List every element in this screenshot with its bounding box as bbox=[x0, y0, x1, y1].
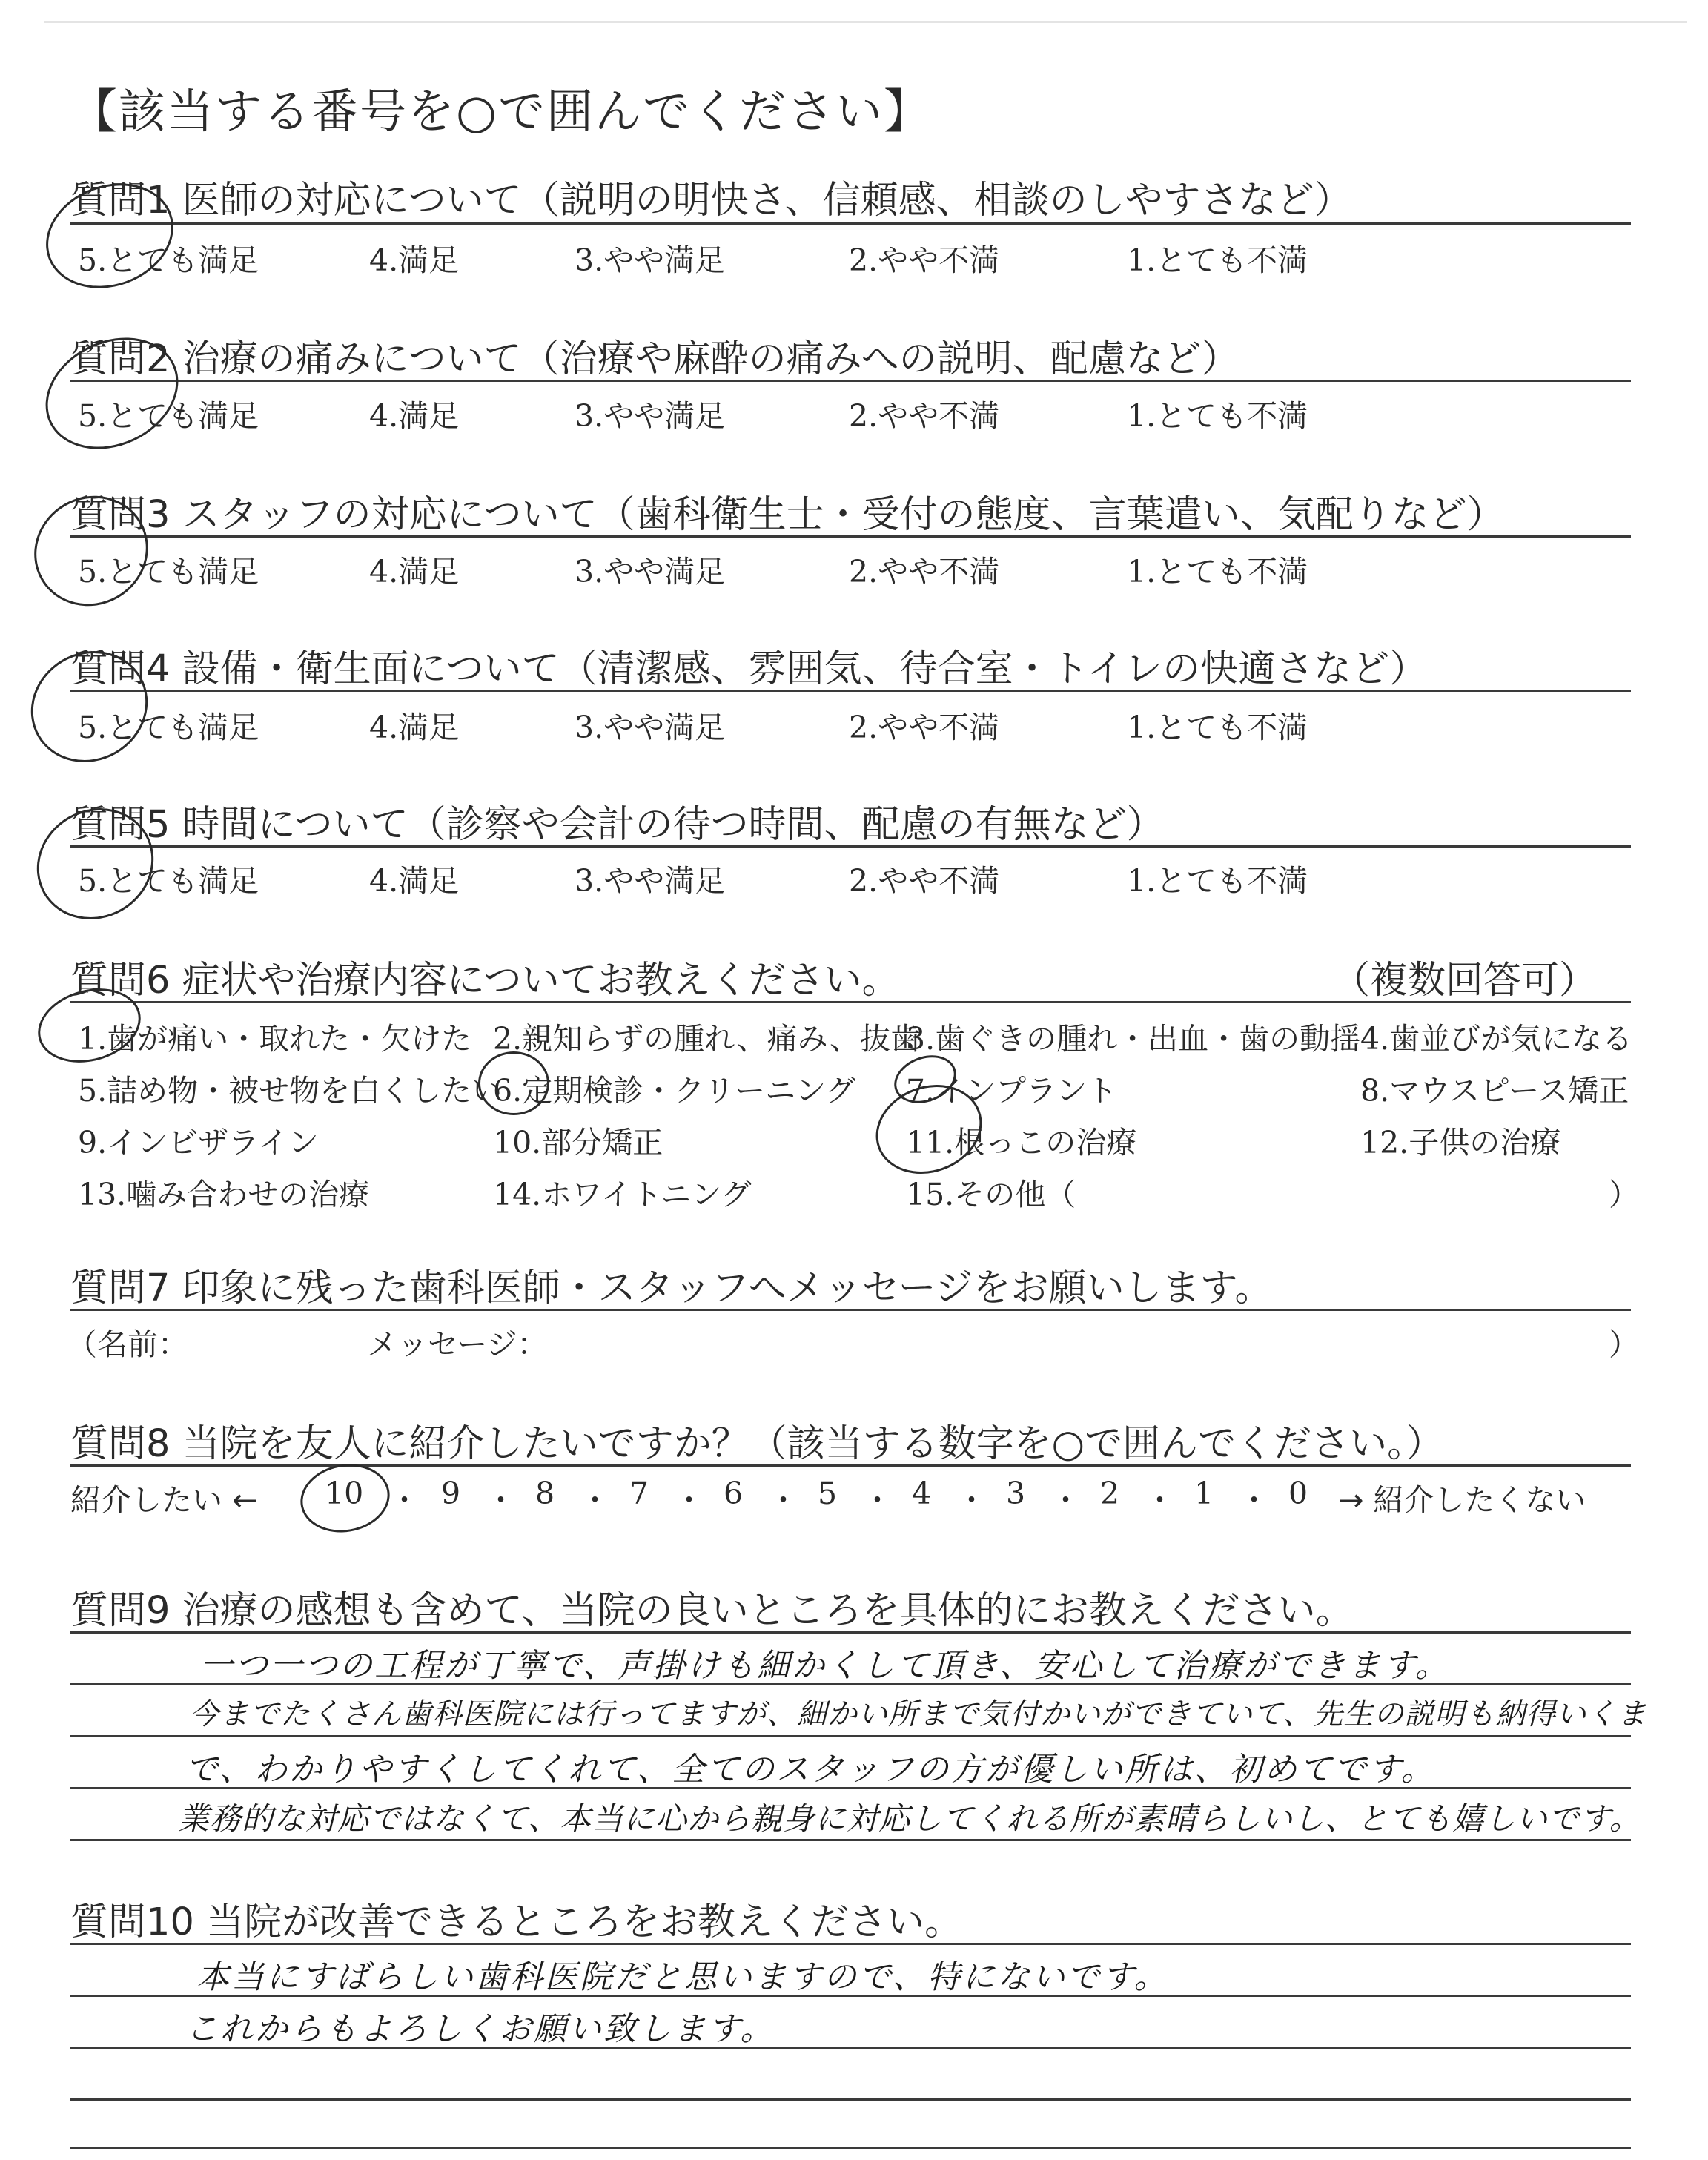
q1-heading: 質問1 医師の対応について（説明の明快さ、信頼感、相談のしやすさなど） bbox=[70, 179, 1352, 222]
q8-value-6[interactable]: 6 bbox=[724, 1476, 744, 1511]
q8-right-label: → 紹介したくない bbox=[1338, 1482, 1586, 1518]
q8-value-8[interactable]: 8 bbox=[535, 1476, 555, 1511]
q8-dot-2: ・ bbox=[486, 1482, 516, 1518]
q10-rule-4 bbox=[70, 2098, 1631, 2101]
q3-option-1[interactable]: 1.とても不満 bbox=[1127, 554, 1308, 589]
q2-option-3[interactable]: 3.やや満足 bbox=[575, 398, 726, 434]
q8-value-2[interactable]: 2 bbox=[1100, 1476, 1120, 1511]
q9-rule-1 bbox=[70, 1631, 1631, 1634]
q9-heading: 質問9 治療の感想も含めて、当院の良いところを具体的にお教えください。 bbox=[70, 1589, 1354, 1633]
q3-rule bbox=[70, 535, 1631, 538]
q8-dot-7: ・ bbox=[956, 1482, 987, 1518]
q6-heading: 質問6 症状や治療内容についてお教えください。 bbox=[70, 959, 900, 1003]
q4-option-3[interactable]: 3.やや満足 bbox=[575, 710, 726, 745]
q8-value-7[interactable]: 7 bbox=[629, 1476, 649, 1511]
q6-option-4[interactable]: 4.歯並びが気になる bbox=[1360, 1021, 1633, 1057]
q8-value-5[interactable]: 5 bbox=[818, 1476, 838, 1511]
q9-answer-line-2: 今までたくさん歯科医院には行ってますが、細かい所まで気付かいができていて、先生の説明も納得いくま bbox=[189, 1697, 1648, 1731]
q10-answer-line-1: 本当にすばらしい歯科医院だと思いますので、特にないです。 bbox=[196, 1958, 1169, 1996]
q8-value-3[interactable]: 3 bbox=[1006, 1476, 1026, 1511]
q8-dot-4: ・ bbox=[674, 1482, 704, 1518]
q8-value-9[interactable]: 9 bbox=[441, 1476, 461, 1511]
q1-option-2[interactable]: 2.やや不満 bbox=[849, 242, 1000, 278]
q1-option-5[interactable]: 5.とても満足 bbox=[78, 242, 259, 278]
q5-option-5[interactable]: 5.とても満足 bbox=[78, 863, 259, 899]
q6-option-5[interactable]: 5.詰め物・被せ物を白くしたい bbox=[78, 1073, 503, 1109]
q2-option-2[interactable]: 2.やや不満 bbox=[849, 398, 1000, 434]
form-title: 【該当する番号を○で囲んでください】 bbox=[70, 85, 932, 139]
q2-option-4[interactable]: 4.満足 bbox=[369, 398, 460, 434]
q8-dot-5: ・ bbox=[768, 1482, 798, 1518]
q6-multiple-note: （複数回答可） bbox=[1331, 959, 1597, 1003]
q5-option-3[interactable]: 3.やや満足 bbox=[575, 863, 726, 899]
q6-option-12[interactable]: 12.子供の治療 bbox=[1360, 1125, 1561, 1160]
q7-close-paren: ） bbox=[1609, 1327, 1639, 1362]
q6-option-3[interactable]: 3.歯ぐきの腫れ・出血・歯の動揺 bbox=[906, 1021, 1361, 1057]
q8-dot-3: ・ bbox=[580, 1482, 610, 1518]
q6-option-6[interactable]: 6.定期検診・クリーニング bbox=[493, 1073, 856, 1109]
q6-option-8[interactable]: 8.マウスピース矯正 bbox=[1360, 1073, 1629, 1109]
q8-dot-10: ・ bbox=[1239, 1482, 1269, 1518]
q6-option-9[interactable]: 9.インビザライン bbox=[78, 1125, 319, 1160]
q5-heading: 質問5 時間について（診察や会計の待つ時間、配慮の有無など） bbox=[70, 803, 1165, 847]
q3-heading: 質問3 スタッフの対応について（歯科衛生士・受付の態度、言葉遣い、気配りなど） bbox=[70, 493, 1505, 537]
q8-dot-1: ・ bbox=[389, 1482, 420, 1518]
q5-option-1[interactable]: 1.とても不満 bbox=[1127, 863, 1308, 899]
q6-circle-6 bbox=[478, 1051, 549, 1115]
q8-value-0[interactable]: 0 bbox=[1288, 1476, 1308, 1511]
q9-rule-3 bbox=[70, 1735, 1631, 1737]
q8-value-10[interactable]: 10 bbox=[325, 1476, 364, 1511]
q8-dot-8: ・ bbox=[1050, 1482, 1081, 1518]
q8-selection-circle bbox=[295, 1457, 395, 1539]
top-border bbox=[44, 21, 1687, 23]
q6-option-7[interactable]: 7.インプラント bbox=[906, 1073, 1118, 1109]
q1-rule bbox=[70, 222, 1631, 225]
q10-answer-line-2: これからもよろしくお願い致します。 bbox=[185, 2010, 775, 2048]
q9-answer-line-3: で、わかりやすくしてくれて、全てのスタッフの方が優しい所は、初めてです。 bbox=[185, 1751, 1436, 1789]
q4-option-1[interactable]: 1.とても不満 bbox=[1127, 710, 1308, 745]
q6-option-1[interactable]: 1.歯が痛い・取れた・欠けた bbox=[78, 1021, 472, 1057]
q6-option-10[interactable]: 10.部分矯正 bbox=[493, 1125, 663, 1160]
q3-option-2[interactable]: 2.やや不満 bbox=[849, 554, 1000, 589]
q7-name-label: （名前： bbox=[67, 1327, 188, 1362]
q4-rule bbox=[70, 690, 1631, 692]
q1-option-3[interactable]: 3.やや満足 bbox=[575, 242, 726, 278]
q8-heading: 質問8 当院を友人に紹介したいですか？（該当する数字を○で囲んでください。） bbox=[70, 1422, 1444, 1466]
q8-left-label: 紹介したい ← bbox=[70, 1482, 258, 1518]
q4-option-5[interactable]: 5.とても満足 bbox=[78, 710, 259, 745]
q6-option-2[interactable]: 2.親知らずの腫れ、痛み、抜歯 bbox=[493, 1021, 921, 1057]
q8-value-1[interactable]: 1 bbox=[1194, 1476, 1214, 1511]
q7-rule bbox=[70, 1309, 1631, 1311]
q9-answer-line-4: 業務的な対応ではなくて、本当に心から親身に対応してくれる所が素晴らしいし、とても嬉しいです。 bbox=[178, 1800, 1641, 1837]
q4-option-2[interactable]: 2.やや不満 bbox=[849, 710, 1000, 745]
q1-option-4[interactable]: 4.満足 bbox=[369, 242, 460, 278]
q4-option-4[interactable]: 4.満足 bbox=[369, 710, 460, 745]
q2-heading: 質問2 治療の痛みについて（治療や麻酔の痛みへの説明、配慮など） bbox=[70, 337, 1239, 381]
q8-dot-9: ・ bbox=[1145, 1482, 1175, 1518]
q7-message-label: メッセージ： bbox=[367, 1327, 548, 1362]
q2-option-5[interactable]: 5.とても満足 bbox=[78, 398, 259, 434]
q6-option-11[interactable]: 11.根っこの治療 bbox=[906, 1125, 1137, 1160]
q10-heading: 質問10 当院が改善できるところをお教えください。 bbox=[70, 1900, 963, 1944]
q5-rule bbox=[70, 845, 1631, 848]
q8-dot-6: ・ bbox=[862, 1482, 893, 1518]
q10-rule-1 bbox=[70, 1943, 1631, 1945]
q8-value-4[interactable]: 4 bbox=[912, 1476, 932, 1511]
q3-option-5[interactable]: 5.とても満足 bbox=[78, 554, 259, 589]
q5-option-2[interactable]: 2.やや不満 bbox=[849, 863, 1000, 899]
q2-option-1[interactable]: 1.とても不満 bbox=[1127, 398, 1308, 434]
q6-rule bbox=[70, 1001, 1631, 1003]
q4-heading: 質問4 設備・衛生面について（清潔感、雰囲気、待合室・トイレの快適さなど） bbox=[70, 647, 1428, 691]
q1-option-1[interactable]: 1.とても不満 bbox=[1127, 242, 1308, 278]
q3-option-4[interactable]: 4.満足 bbox=[369, 554, 460, 589]
q6-other-close-paren: ） bbox=[1609, 1177, 1639, 1212]
q5-option-4[interactable]: 4.満足 bbox=[369, 863, 460, 899]
q10-rule-5 bbox=[70, 2147, 1631, 2149]
q7-heading: 質問7 印象に残った歯科医師・スタッフへメッセージをお願いします。 bbox=[70, 1266, 1273, 1310]
q2-rule bbox=[70, 380, 1631, 382]
q3-option-3[interactable]: 3.やや満足 bbox=[575, 554, 726, 589]
q6-option-13[interactable]: 13.噛み合わせの治療 bbox=[78, 1177, 370, 1212]
q9-rule-5 bbox=[70, 1839, 1631, 1841]
q8-rule bbox=[70, 1464, 1631, 1467]
q6-option-14[interactable]: 14.ホワイトニング bbox=[493, 1177, 752, 1212]
q6-option-15[interactable]: 15.その他（ bbox=[906, 1177, 1076, 1212]
q9-answer-line-1: 一つ一つの工程が丁寧で、声掛けも細かくして頂き、安心して治療ができます。 bbox=[200, 1647, 1450, 1685]
